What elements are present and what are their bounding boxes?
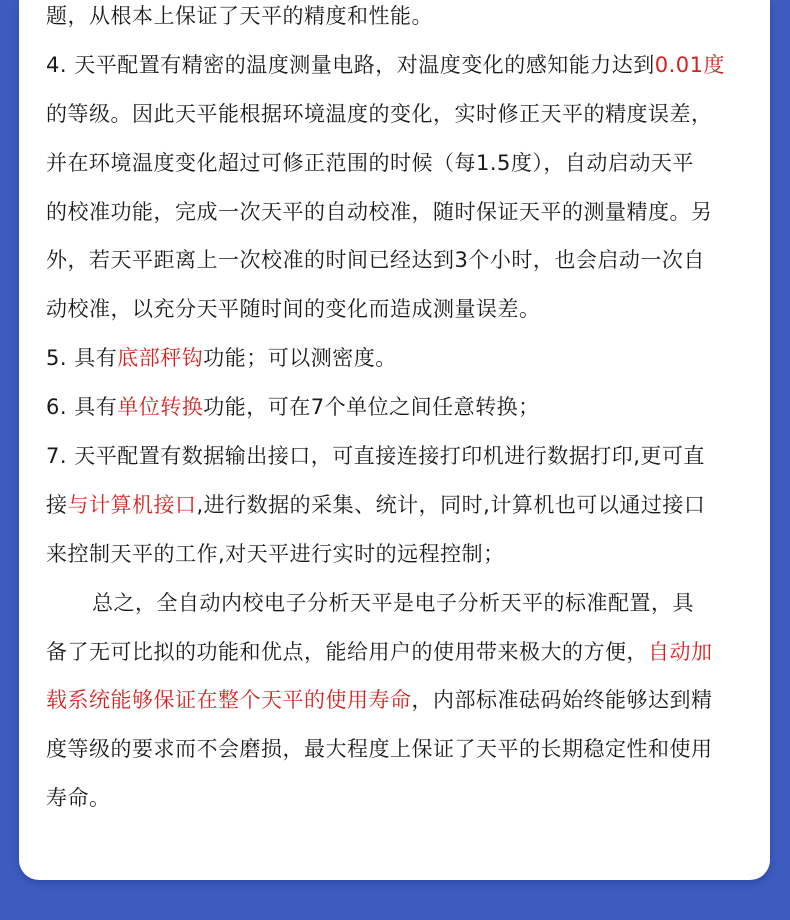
text-segment: ,进行数据的采集、统计，同时,计算机也可以通过接口 xyxy=(196,492,706,517)
text-segment: 度等级的要求而不会磨损，最大程度上保证了天平的长期稳定性和使用 xyxy=(46,737,713,762)
text-line xyxy=(46,0,746,41)
text-segment: 外，若天平距离上一次校准的时间已经达到3个小时，也会启动一次自 xyxy=(46,248,705,273)
text-line xyxy=(46,676,746,725)
text-line xyxy=(46,139,746,188)
text-segment: 总之，全自动内校电子分析天平是电子分析天平的标准配置，具 xyxy=(92,590,694,615)
highlighted-text: 自动加 xyxy=(648,639,713,664)
text-line xyxy=(46,725,746,774)
text-line xyxy=(46,236,746,285)
text-line xyxy=(46,774,746,823)
text-line xyxy=(46,90,746,139)
text-segment: 并在环境温度变化超过可修正范围的时候（每1.5度），自动启动天平 xyxy=(46,150,694,175)
highlighted-text: 0.01度 xyxy=(654,52,725,77)
body-text xyxy=(46,0,746,823)
content-card xyxy=(19,0,770,880)
text-segment: 的等级。因此天平能根据环境温度的变化，实时修正天平的精度误差， xyxy=(46,101,713,126)
text-line xyxy=(46,432,746,481)
text-segment: 7. 天平配置有数据输出接口，可直接连接打印机进行数据打印,更可直 xyxy=(46,444,705,469)
text-segment: 接 xyxy=(46,492,68,517)
highlighted-text: 与计算机接口 xyxy=(67,492,197,517)
highlighted-text: 底部秤钩 xyxy=(117,346,204,371)
text-segment: 备了无可比拟的功能和优点，能给用户的使用带来极大的方便， xyxy=(46,639,648,664)
text-line xyxy=(46,41,746,90)
text-segment: 5. 具有 xyxy=(46,346,118,371)
highlighted-text: 单位转换 xyxy=(117,395,204,420)
text-line xyxy=(46,530,746,579)
text-segment: 功能；可以测密度。 xyxy=(203,346,397,371)
text-segment: 动校准，以充分天平随时间的变化而造成测量误差。 xyxy=(46,297,541,322)
text-segment: ，内部标准砝码始终能够达到精 xyxy=(411,688,713,713)
text-segment: 寿命。 xyxy=(46,786,111,811)
text-segment: 题，从根本上保证了天平的精度和性能。 xyxy=(46,4,433,28)
text-segment: 4. 天平配置有精密的温度测量电路，对温度变化的感知能力达到 xyxy=(46,52,655,77)
text-segment: 的校准功能，完成一次天平的自动校准，随时保证天平的测量精度。另 xyxy=(46,199,713,224)
text-segment: 来控制天平的工作,对天平进行实时的远程控制； xyxy=(46,541,505,566)
text-line xyxy=(46,188,746,237)
text-segment: 功能，可在7个单位之间任意转换； xyxy=(203,395,540,420)
text-line xyxy=(46,334,746,383)
text-line xyxy=(46,285,746,334)
text-line xyxy=(46,383,746,432)
highlighted-text: 载系统能够保证在整个天平的使用寿命 xyxy=(46,688,412,713)
text-line xyxy=(46,628,746,677)
text-line xyxy=(46,579,746,628)
text-line xyxy=(46,481,746,530)
text-segment: 6. 具有 xyxy=(46,395,118,420)
